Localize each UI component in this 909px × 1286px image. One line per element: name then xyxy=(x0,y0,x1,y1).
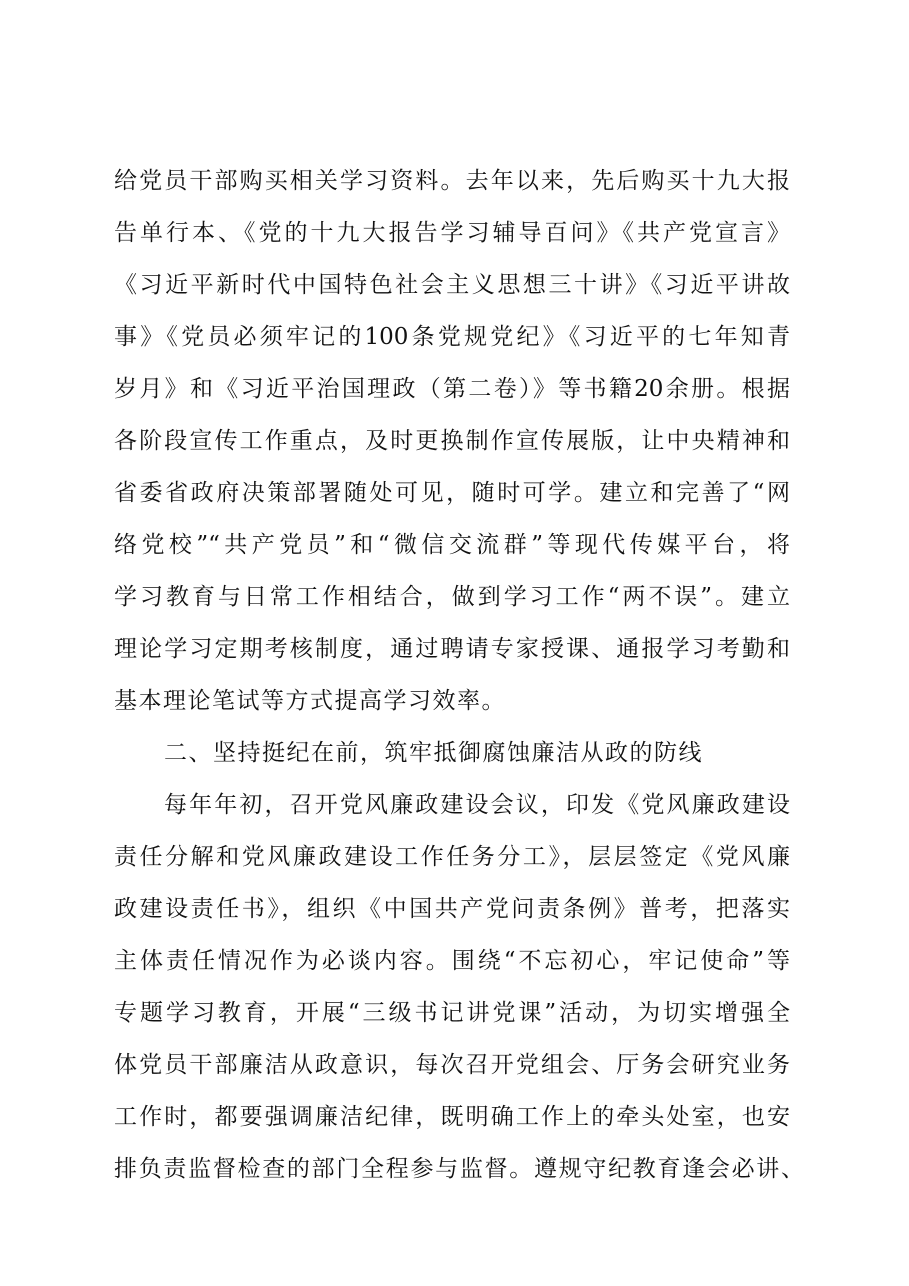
section-heading: 二、坚持挺纪在前，筑牢抵御腐蚀廉洁从政的防线 xyxy=(164,740,703,766)
paragraph-line: 工作时，都要强调廉洁纪律，既明确工作上的牵头处室，也安 xyxy=(114,1104,790,1130)
paragraph-line: 学习教育与日常工作相结合，做到学习工作“两不误”。建立 xyxy=(114,584,790,610)
paragraph-line: 岁月》和《习近平治国理政（第二卷）》等书籍20余册。根据 xyxy=(114,376,790,402)
paragraph-line: 责任分解和党风廉政建设工作任务分工》，层层签定《党风廉 xyxy=(114,844,790,870)
paragraph-line: 基本理论笔试等方式提高学习效率。 xyxy=(114,688,506,714)
paragraph-line: 政建设责任书》，组织《中国共产党问责条例》普考，把落实 xyxy=(114,896,790,922)
paragraph-line: 专题学习教育，开展“三级书记讲党课”活动，为切实增强全 xyxy=(114,1000,790,1026)
paragraph-line: 每年年初，召开党风廉政建设会议，印发《党风廉政建设 xyxy=(164,792,790,818)
paragraph-line: 理论学习定期考核制度，通过聘请专家授课、通报学习考勤和 xyxy=(114,636,790,662)
paragraph-line: 省委省政府决策部署随处可见，随时可学。建立和完善了“网 xyxy=(114,480,790,506)
paragraph-line: 告单行本、《党的十九大报告学习辅导百问》《共产党宣言》 xyxy=(114,220,790,246)
paragraph-line: 给党员干部购买相关学习资料。去年以来，先后购买十九大报 xyxy=(114,168,790,194)
paragraph-line: 《习近平新时代中国特色社会主义思想三十讲》《习近平讲故 xyxy=(114,272,790,298)
paragraph-line: 络党校”“共产党员”和“微信交流群”等现代传媒平台，将 xyxy=(114,532,790,558)
paragraph-line: 体党员干部廉洁从政意识，每次召开党组会、厅务会研究业务 xyxy=(114,1052,790,1078)
paragraph-line: 主体责任情况作为必谈内容。围绕“不忘初心，牢记使命”等 xyxy=(114,948,790,974)
paragraph-line: 各阶段宣传工作重点，及时更换制作宣传展版，让中央精神和 xyxy=(114,428,790,454)
paragraph-line: 排负责监督检查的部门全程参与监督。遵规守纪教育逢会必讲、 xyxy=(114,1156,804,1182)
paragraph-line: 事》《党员必须牢记的100条党规党纪》《习近平的七年知青 xyxy=(114,324,790,350)
